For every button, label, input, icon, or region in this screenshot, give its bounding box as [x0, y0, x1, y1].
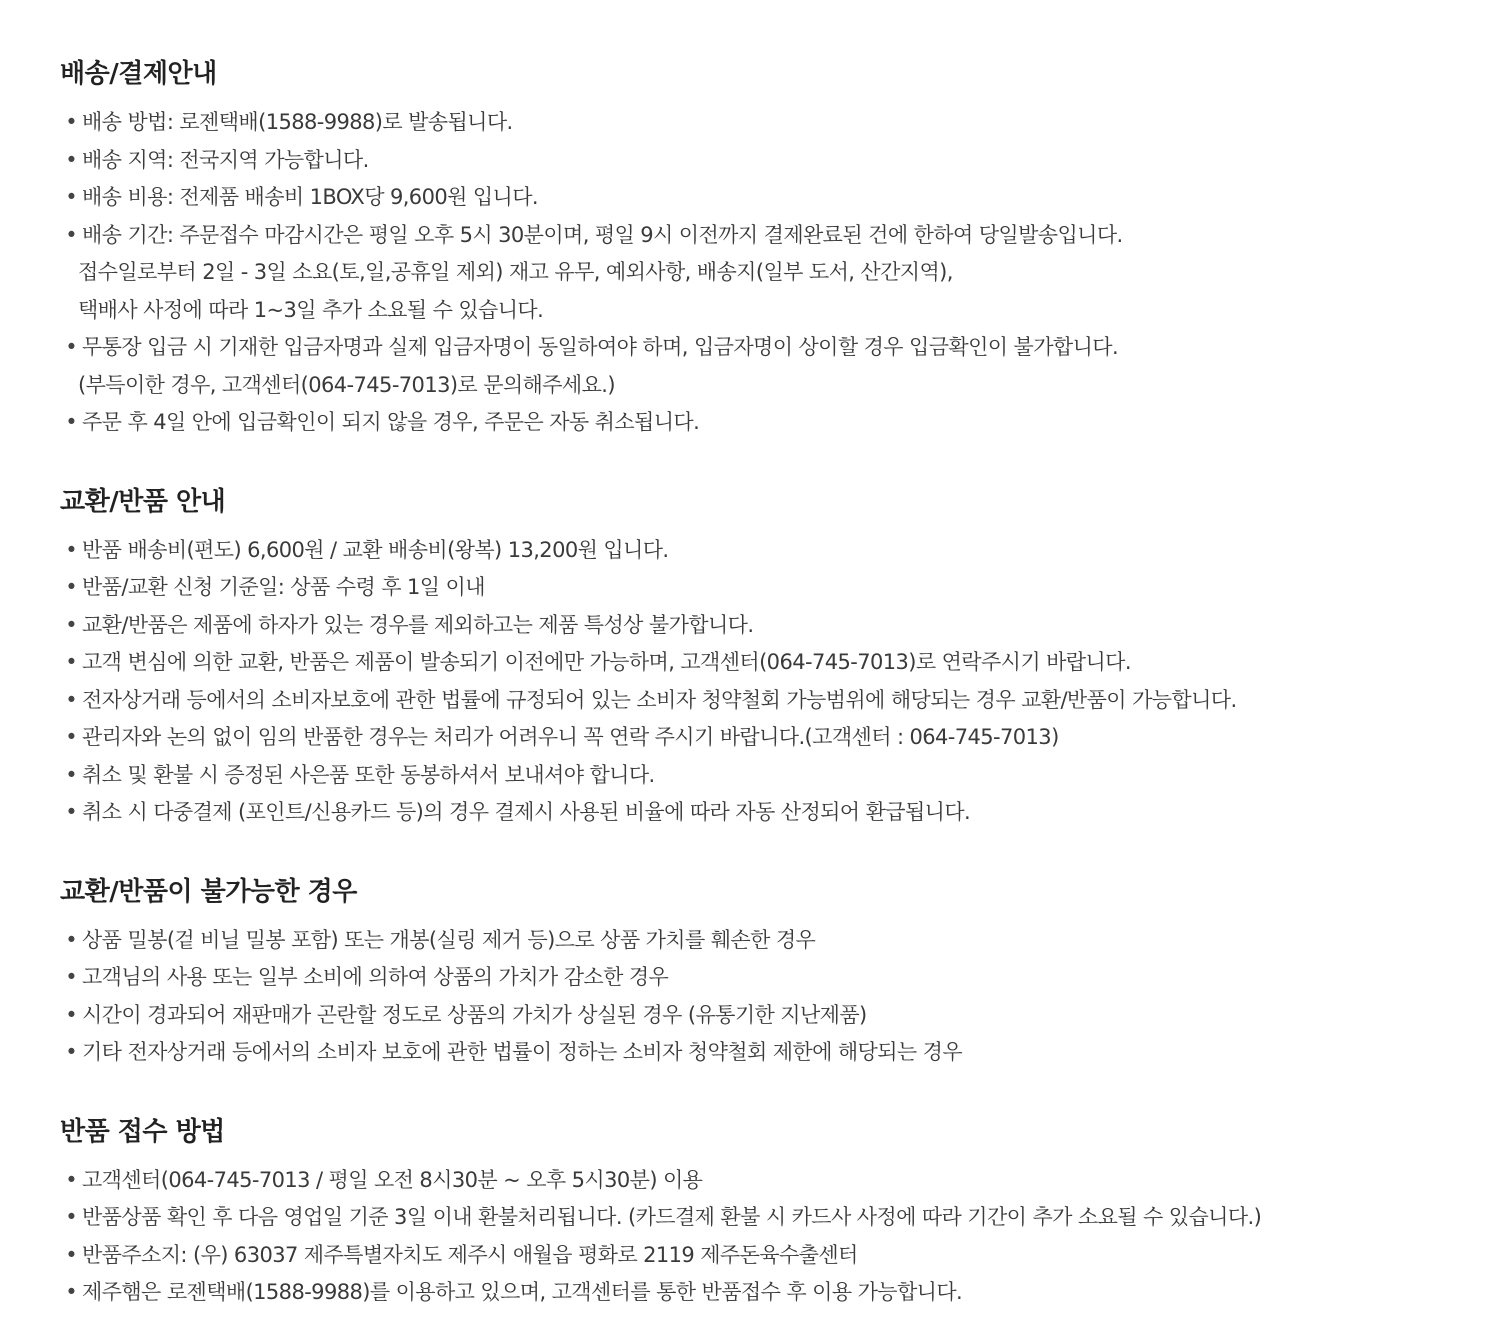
list-item: [60, 142, 1489, 180]
bullet-icon: •: [65, 687, 77, 712]
item-text: 상품 밀봉(겉 비닐 밀봉 포함) 또는 개봉(실링 제거 등)으로 상품 가치를 훼손한 경우: [82, 927, 816, 952]
return-procedure-list: [60, 1162, 1489, 1312]
item-text-continued: (부득이한 경우, 고객센터(064-745-7013)로 문의해주세요.): [78, 372, 615, 397]
list-item: [60, 959, 1489, 997]
list-item: [60, 532, 1489, 570]
list-item: [60, 404, 1489, 442]
bullet-icon: •: [65, 1167, 77, 1192]
item-text: 고객님의 사용 또는 일부 소비에 의하여 상품의 가치가 감소한 경우: [82, 965, 669, 989]
list-item: [60, 794, 1489, 832]
list-item: [60, 682, 1489, 720]
shipping-payment-section: [60, 54, 1489, 442]
section-title: 반품 접수 방법: [60, 1116, 225, 1147]
bullet-icon: •: [65, 927, 77, 952]
bullet-icon: •: [65, 575, 77, 599]
bullet-icon: •: [65, 1205, 77, 1229]
item-text: 취소 시 다중결제 (포인트/신용카드 등)의 경우 결제시 사용된 비율에 따라 자동 산정되어 환급됩니다.: [82, 800, 971, 824]
list-item: [60, 217, 1489, 330]
list-item: [60, 607, 1489, 645]
bullet-icon: •: [65, 537, 77, 562]
item-text: 반품주소지: (우) 63037 제주특별자치도 제주시 애월읍 평화로 2119 제주돈육수출센터: [82, 1242, 858, 1267]
list-item: [60, 757, 1489, 795]
bullet-icon: •: [65, 1002, 77, 1027]
list-item: [60, 719, 1489, 757]
list-item: [60, 1237, 1489, 1275]
item-text: 배송 방법: 로젠택배(1588-9988)로 발송됩니다.: [82, 110, 513, 134]
return-procedure-section: [60, 1112, 1489, 1312]
section-title: 교환/반품이 불가능한 경우: [60, 876, 357, 907]
list-item: [60, 104, 1489, 142]
list-item: [60, 1034, 1489, 1072]
item-text: 반품/교환 신청 기준일: 상품 수령 후 1일 이내: [82, 575, 485, 599]
item-text: 관리자와 논의 없이 임의 반품한 경우는 처리가 어려우니 꼭 연락 주시기 바랍니다.(고객센터 : 064-745-7013): [82, 725, 1059, 749]
bullet-icon: •: [65, 335, 77, 359]
item-text: 전자상거래 등에서의 소비자보호에 관한 법률에 규정되어 있는 소비자 청약철회 가능범위에 해당되는 경우 교환/반품이 가능합니다.: [82, 687, 1237, 712]
item-text: 배송 지역: 전국지역 가능합니다.: [82, 147, 369, 172]
item-text: 고객 변심에 의한 교환, 반품은 제품이 발송되기 이전에만 가능하며, 고객센터(064-745-7013)로 연락주시기 바랍니다.: [82, 650, 1131, 674]
list-item: [60, 997, 1489, 1035]
item-text: 시간이 경과되어 재판매가 곤란할 정도로 상품의 가치가 상실된 경우 (유통기한 지난제품): [82, 1002, 867, 1027]
non-returnable-section: [60, 872, 1489, 1072]
item-text: 반품상품 확인 후 다음 영업일 기준 3일 이내 환불처리됩니다. (카드결제 환불 시 카드사 사정에 따라 기간이 추가 소요될 수 있습니다.): [82, 1205, 1262, 1229]
bullet-icon: •: [65, 612, 77, 637]
list-item: [60, 1274, 1489, 1312]
item-text: 제주햄은 로젠택배(1588-9988)를 이용하고 있으며, 고객센터를 통한 반품접수 후 이용 가능합니다.: [82, 1280, 963, 1304]
list-item: [60, 1162, 1489, 1200]
bullet-icon: •: [65, 1040, 77, 1064]
list-item: [60, 569, 1489, 607]
bullet-icon: •: [65, 185, 77, 209]
bullet-icon: •: [65, 410, 77, 434]
bullet-icon: •: [65, 147, 77, 172]
item-text: 배송 기간: 주문접수 마감시간은 평일 오후 5시 30분이며, 평일 9시 이전까지 결제완료된 건에 한하여 당일발송입니다.: [82, 222, 1123, 247]
bullet-icon: •: [65, 965, 77, 989]
exchange-return-section: [60, 482, 1489, 832]
item-text: 기타 전자상거래 등에서의 소비자 보호에 관한 법률이 정하는 소비자 청약철회 제한에 해당되는 경우: [82, 1040, 963, 1064]
item-text: 반품 배송비(편도) 6,600원 / 교환 배송비(왕복) 13,200원 입니다.: [82, 537, 669, 562]
list-item: [60, 922, 1489, 960]
section-title: 교환/반품 안내: [60, 486, 226, 517]
item-text: 고객센터(064-745-7013 / 평일 오전 8시30분 ~ 오후 5시30분) 이용: [82, 1167, 703, 1192]
bullet-icon: •: [65, 1280, 77, 1304]
bullet-icon: •: [65, 725, 77, 749]
bullet-icon: •: [65, 650, 77, 674]
item-text: 배송 비용: 전제품 배송비 1BOX당 9,600원 입니다.: [82, 185, 538, 209]
non-returnable-list: [60, 922, 1489, 1072]
item-text-continued: 접수일로부터 2일 - 3일 소요(토,일,공휴일 제외) 재고 유무, 예외사항, 배송지(일부 도서, 산간지역),: [78, 260, 953, 284]
bullet-icon: •: [65, 222, 77, 247]
item-text: 주문 후 4일 안에 입금확인이 되지 않을 경우, 주문은 자동 취소됩니다.: [82, 410, 700, 434]
bullet-icon: •: [65, 110, 77, 134]
item-text-continued: 택배사 사정에 따라 1~3일 추가 소요될 수 있습니다.: [78, 297, 544, 322]
item-text: 무통장 입금 시 기재한 입금자명과 실제 입금자명이 동일하여야 하며, 입금자명이 상이할 경우 입금확인이 불가합니다.: [82, 335, 1119, 359]
bullet-icon: •: [65, 800, 77, 824]
shipping-payment-list: [60, 104, 1489, 442]
section-title: 배송/결제안내: [60, 59, 217, 89]
bullet-icon: •: [65, 762, 77, 787]
bullet-icon: •: [65, 1242, 77, 1267]
list-item: [60, 644, 1489, 682]
list-item: [60, 329, 1489, 404]
exchange-return-list: [60, 532, 1489, 832]
list-item: [60, 179, 1489, 217]
item-text: 교환/반품은 제품에 하자가 있는 경우를 제외하고는 제품 특성상 불가합니다.: [82, 612, 754, 637]
list-item: [60, 1199, 1489, 1237]
item-text: 취소 및 환불 시 증정된 사은품 또한 동봉하셔서 보내셔야 합니다.: [82, 762, 655, 787]
